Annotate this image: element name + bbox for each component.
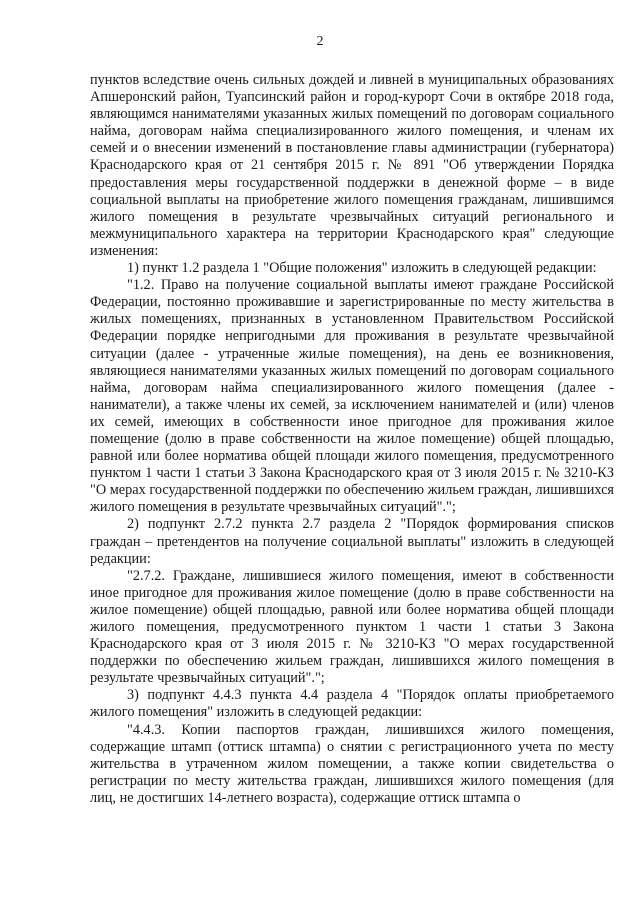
paragraph-intro: пунктов вследствие очень сильных дождей и ливней в муниципальных образованиях Апшеронский район, Туапсинский район и город-курорт Сочи в октябре 2018 года, являющимся нанимателями указанных жилых помещений по договорам социального найма, договорам найма специализированного жилого помещения, и членам их семей и о внесении изменений в постановление главы администрации (губернатора) Краснодарского края от 21 сентября 2015 г. № 891 "Об утверждении Порядка предоставления меры государственной поддержки в денежной форме – в виде социальной выплаты на приобретение жилого помещения гражданам, лишившимся жилого помещения в результате чрезвычайных ситуаций регионального и межмуниципального характера на территории Краснодарского края" следующие изменения:: [90, 72, 614, 259]
paragraph-quote-1-2: "1.2. Право на получение социальной выплаты имеют граждане Российской Федерации, постоянно проживавшие и зарегистрированные по месту жительства в жилых помещениях, признанных в установленном Правительством Российской Федерации порядке непригодными для проживания в результате чрезвычайной ситуации (далее - утраченные жилые помещения), на день ее возникновения, являющиеся нанимателями указанных жилых помещений по договорам социального найма, договорам найма специализированного жилого помещения (далее - наниматели), а также члены их семей, за исключением нанимателей и (или) членов их семей, имеющих в собственности иное пригодное для проживания жилое помещение (долю в праве собственности на жилое помещение) общей площадью, равной или более норматива общей площади жилого помещения, предусмотренного пунктом 1 части 1 статьи 3 Закона Краснодарского края от 3 июля 2015 г. № 3210-КЗ "О мерах государственной поддержки по обеспечению жильем граждан, лишившихся жилого помещения в результате чрезвычайных ситуаций".";: [90, 277, 614, 516]
paragraph-quote-2-7-2: "2.7.2. Граждане, лишившиеся жилого помещения, имеют в собственности иное пригодное для проживания жилое помещение (долю в праве собственности на жилое помещение) общей площадью, равной или более норматива общей площади жилого помещения, предусмотренного пунктом 1 части 1 статьи 3 Закона Краснодарского края от 3 июля 2015 г. № 3210-КЗ "О мерах государственной поддержки по обеспечению жильем граждан, лишившихся жилого помещения в результате чрезвычайных ситуаций".";: [90, 567, 614, 687]
page-number: 2: [316, 34, 324, 49]
paragraph-item-2: 2) подпункт 2.7.2 пункта 2.7 раздела 2 "Порядок формирования списков граждан – претендентов на получение социальной выплаты" изложить в следующей редакции:: [90, 516, 614, 567]
paragraph-quote-4-4-3: "4.4.3. Копии паспортов граждан, лишившихся жилого помещения, содержащие штамп (оттиск штампа) о снятии с регистрационного учета по месту жительства в утраченном жилом помещении, а также копии свидетельства о регистрации по месту жительства граждан, лишившихся жилого помещения (для лиц, не достигших 14-летнего возраста), содержащие оттиск штампа о: [90, 721, 614, 806]
paragraph-item-3: 3) подпункт 4.4.3 пункта 4.4 раздела 4 "Порядок оплаты приобретаемого жилого помещения" изложить в следующей редакции:: [90, 687, 614, 721]
paragraph-item-1: 1) пункт 1.2 раздела 1 "Общие положения" изложить в следующей редакции:: [127, 260, 597, 277]
document-body: [90, 72, 614, 807]
